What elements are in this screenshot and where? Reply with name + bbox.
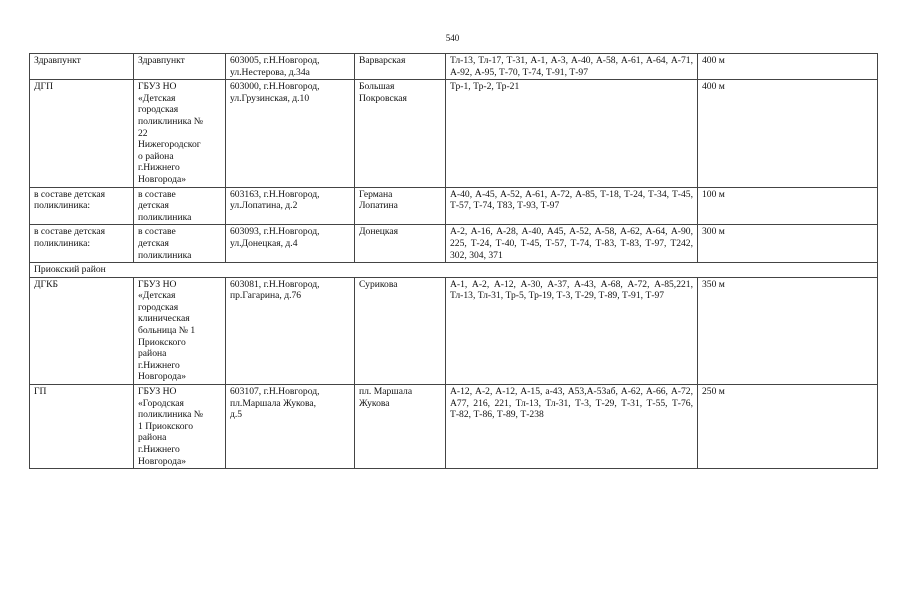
table-row [30, 187, 878, 225]
facility-type-cell: Здравпункт [30, 54, 134, 80]
facility-name-cell: ГБУЗ НО «Детская городская поликлиника № 22 Нижегородског о района г.Нижнего Новгорода» [134, 80, 226, 187]
stop-cell: Германа Лопатина [355, 187, 446, 225]
facility-type-cell: в составе детская поликлиника: [30, 225, 134, 263]
distance-cell: 250 м [698, 385, 878, 469]
facility-type-cell: ДГКБ [30, 277, 134, 384]
facility-name-cell: ГБУЗ НО «Детская городская клиническая больница № 1 Приокского района г.Нижнего Новгорода» [134, 277, 226, 384]
table-row [30, 277, 878, 384]
distance-cell: 400 м [698, 54, 878, 80]
distance-cell: 350 м [698, 277, 878, 384]
routes-cell: А-12, А-2, А-12, А-15, а-43, А53,А-53аб, А-62, А-66, А-72, А77, 216, 221, Тл-13, Тл-31, Т-3, Т-29, Т-31, Т-55, Т-76, Т-82, Т-86, Т-89, Т-238 [446, 385, 698, 469]
distance-cell: 400 м [698, 80, 878, 187]
stop-cell: Большая Покровская [355, 80, 446, 187]
routes-cell: А-1, А-2, А-12, А-30, А-37, А-43, А-68, А-72, А-85,221, Тл-13, Тл-31, Тр-5, Тр-19, Т-3, Т-29, Т-89, Т-91, Т-97 [446, 277, 698, 384]
routes-cell: А-40, А-45, А-52, А-61, А-72, А-85, Т-18, Т-24, Т-34, Т-45, Т-57, Т-74, Т83, Т-93, Т-97 [446, 187, 698, 225]
facility-name-cell: в составе детская поликлиника [134, 225, 226, 263]
table-row [30, 80, 878, 187]
distance-cell: 300 м [698, 225, 878, 263]
facility-type-cell: ДГП [30, 80, 134, 187]
routes-cell: Тр-1, Тр-2, Тр-21 [446, 80, 698, 187]
address-cell: 603005, г.Н.Новгород, ул.Нестерова, д.34а [226, 54, 355, 80]
facility-name-cell: Здравпункт [134, 54, 226, 80]
address-cell: 603093, г.Н.Новгород, ул.Донецкая, д.4 [226, 225, 355, 263]
distance-cell: 100 м [698, 187, 878, 225]
address-cell: 603107, г.Н.Новгород, пл.Маршала Жукова, д.5 [226, 385, 355, 469]
address-cell: 603000, г.Н.Новгород, ул.Грузинская, д.10 [226, 80, 355, 187]
stop-cell: пл. Маршала Жукова [355, 385, 446, 469]
page-number: 540 [445, 33, 460, 43]
transport-table [29, 53, 878, 469]
facility-type-cell: ГП [30, 385, 134, 469]
routes-cell: А-2, А-16, А-28, А-40, А45, А-52, А-58, А-62, А-64, А-90, 225, Т-24, Т-40, Т-45, Т-57, Т-74, Т-83, Т-83, Т-97, Т242, 302, 304, 371 [446, 225, 698, 263]
stop-cell: Варварская [355, 54, 446, 80]
facility-name-cell: в составе детская поликлиника [134, 187, 226, 225]
stop-cell: Сурикова [355, 277, 446, 384]
section-title: Приокский район [30, 263, 878, 278]
address-cell: 603163, г.Н.Новгород, ул.Лопатина, д.2 [226, 187, 355, 225]
address-cell: 603081, г.Н.Новгород, пр.Гагарина, д.76 [226, 277, 355, 384]
facility-type-cell: в составе детская поликлиника: [30, 187, 134, 225]
facility-name-cell: ГБУЗ НО «Городская поликлиника № 1 Приокского района г.Нижнего Новгорода» [134, 385, 226, 469]
table-row [30, 225, 878, 263]
table-row [30, 54, 878, 80]
section-row [30, 263, 878, 278]
table-row [30, 385, 878, 469]
stop-cell: Донецкая [355, 225, 446, 263]
routes-cell: Тл-13, Тл-17, Т-31, А-1, А-3, А-40, А-58, А-61, А-64, А-71, А-92, А-95, Т-70, Т-74, Т-91, Т-97 [446, 54, 698, 80]
